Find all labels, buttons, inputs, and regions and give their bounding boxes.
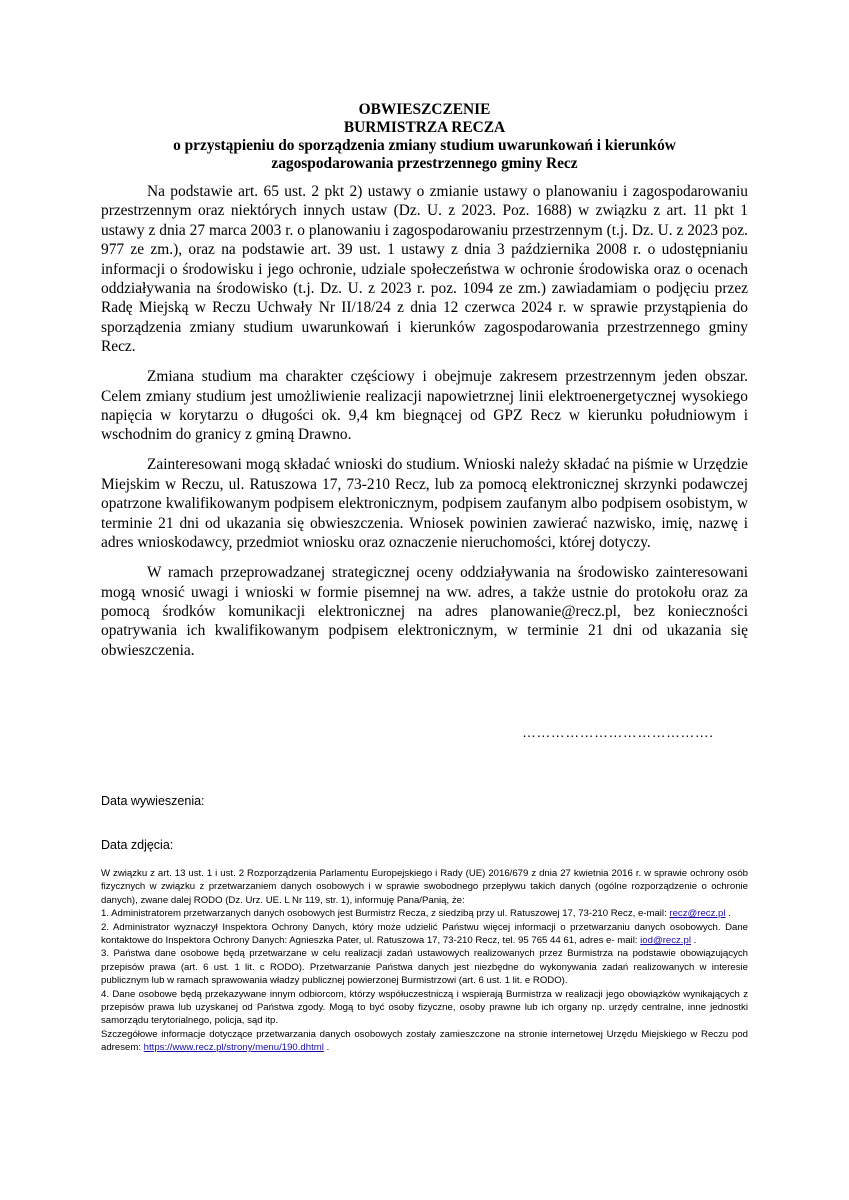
header-subject-line-2: zagospodarowania przestrzennego gminy Recz [271, 155, 578, 172]
gdpr-footer: Szczegółowe informacje dotyczące przetwarzania danych osobowych zostały zamieszczone na stronie internetowej Urzędu Miejskiego w Reczu pod adresem: https://www.recz.pl/strony/menu/190.dhtml . [101, 1028, 748, 1054]
gdpr-item-1: 1. Administratorem przetwarzanych danych osobowych jest Burmistrz Recza, z siedzibą przy ul. Ratuszowej 17, 73-210 Recz, e-mail: recz@recz.pl . [101, 908, 731, 920]
gdpr-intro: W związku z art. 13 ust. 1 i ust. 2 Rozporządzenia Parlamentu Europejskiego i Rady (UE) 2016/679 z dnia 27 kwietnia 2016 r. w sprawie ochrony osób fizycznych w związku z przetwarzaniem danych osobowych i w sprawie swobodnego przepływu takich danych (ogólne rozporządzenie o ochronie danych), zwane dalej RODO (Dz. Urz. UE. L Nr 119, str. 1), informuję Pana/Panią, że: [101, 868, 748, 906]
signature-line: …………………………………. [522, 724, 714, 740]
announcement-header [100, 101, 749, 173]
gdpr-footer-text: Szczegółowe informacje dotyczące przetwarzania danych osobowych zostały zamieszczone na stronie internetowej Urzędu Miejskiego w Reczu pod adresem: [101, 1028, 748, 1054]
gdpr-item-3: 3. Państwa dane osobowe będą przetwarzane w celu realizacji zadań ustawowych realizowanych przez Burmistrza na podstawie obowiązujących przepisów prawa (art. 6 ust. 1 lit. c RODO). Przetwarzanie Państwa danych jest niezbędne do wykonywania zadań realizowanych w interesie publicznym lub w ramach sprawowania władzy publicznej powierzonej Burmistrzowi (art. 6 ust. 1 lit. e RODO). [101, 948, 748, 987]
header-title: OBWIESZCZENIE [358, 101, 491, 118]
administrator-email-link[interactable]: recz@recz.pl [669, 908, 726, 920]
paragraph-scope: Zmiana studium ma charakter częściowy i obejmuje zakresem przestrzennym jeden obszar. Celem zmiany studium jest umożliwienie realizacji napowietrznej linii elektroenergetycznej wysokiego napięcia w korytarzu o długości ok. 9,4 km biegnącej od GPZ Recz w kierunku południowym i wschodnim do granicy z gminą Drawno. [101, 368, 748, 444]
header-issuer: BURMISTRZA RECZA [343, 119, 506, 136]
gdpr-item-2: 2. Administrator wyznaczył Inspektora Ochrony Danych, który może udzielić Państwu więcej informacji o przetwarzaniu danych osobowych. Dane kontaktowe do Inspektora Ochrony Danych: Agnieszka Pater, ul. Ratuszowa 17, 73-210 Recz, tel. 95 765 44 61, adres e- mail: iod@recz.pl . [101, 921, 748, 947]
privacy-policy-link[interactable]: https://www.recz.pl/strony/menu/190.dhtml [143, 1042, 324, 1054]
iod-email-link[interactable]: iod@recz.pl [640, 935, 691, 947]
gdpr-item-1-text: 1. Administratorem przetwarzanych danych osobowych jest Burmistrz Recza, z siedzibą przy ul. Ratuszowej 17, 73-210 Recz, e-mail: [101, 908, 667, 920]
gdpr-item-4: 4. Dane osobowe będą przekazywane innym odbiorcom, którzy współuczestniczą i wspierają Burmistrza w realizacji jego obowiązków wynikających z przepisów prawa lub uzyskanej od Państwa zgody. Mogą to być osoby fizyczne, osoby prawne lub ich organy np. urzędy centralne, inne jednostki samorządu terytorialnego, policja, sąd itp. [101, 988, 748, 1027]
gdpr-item-2-text: 2. Administrator wyznaczył Inspektora Ochrony Danych, który może udzielić Państwu więcej informacji o przetwarzaniu danych osobowych. Dane kontaktowe do Inspektora Ochrony Danych: Agnieszka Pater, ul. Ratuszowa 17, 73-210 Recz, tel. 95 765 44 61, adres e- mail: [101, 921, 748, 947]
paragraph-legal-basis: Na podstawie art. 65 ust. 2 pkt 2) ustawy o zmianie ustawy o planowaniu i zagospodarowaniu przestrzennym oraz niektórych innych ustaw (Dz. U. z 2023. Poz. 1688) w związku z art. 11 pkt 1 ustawy z dnia 27 marca 2003 r. o planowaniu i zagospodarowaniu przestrzennym (t.j. Dz. U. z 2023 poz. 977 ze zm.), oraz na podstawie art. 39 ust. 1 ustawy z dnia 3 października 2008 r. o udostępnianiu informacji o środowisku i jego ochronie, udziale społeczeństwa w ochronie środowiska oraz o ocenach oddziaływania na środowisko (t.j. Dz. U. z 2023 r. poz. 1094 ze zm.) zawiadamiam o podjęciu przez Radę Miejską w Reczu Uchwały Nr II/18/24 z dnia 12 czerwca 2024 r. w sprawie przystąpienia do sporządzenia zmiany studium uwarunkowań i kierunków zagospodarowania przestrzennego gminy Recz. [101, 183, 748, 356]
date-removed-label: Data zdjęcia: [101, 838, 174, 852]
date-posted-label: Data wywieszenia: [101, 794, 205, 808]
gdpr-notice [101, 867, 748, 1055]
paragraph-environmental-assessment: W ramach przeprowadzanej strategicznej oceny oddziaływania na środowisko zainteresowani mogą wnosić uwagi i wnioski w formie pisemnej na ww. adres, a także ustnie do protokołu oraz za pomocą środków komunikacji elektronicznej na adres planowanie@recz.pl, bez konieczności opatrywania ich kwalifikowanym podpisem elektronicznym, w terminie 21 dni od ukazania się obwieszczenia. [101, 564, 748, 659]
header-subject-line-1: o przystąpieniu do sporządzenia zmiany studium uwarunkowań i kierunków [173, 137, 676, 154]
paragraph-applications: Zainteresowani mogą składać wnioski do studium. Wnioski należy składać na piśmie w Urzędzie Miejskim w Reczu, ul. Ratuszowa 17, 73-210 Recz, lub za pomocą elektronicznej skrzynki podawczej opatrzone kwalifikowanym podpisem elektronicznym, podpisem zaufanym albo podpisem osobistym, w terminie 21 dni od ukazania się obwieszczenia. Wniosek powinien zawierać nazwisko, imię, nazwę i adres wnioskodawcy, przedmiot wniosku oraz oznaczenie nieruchomości, której dotyczy. [101, 456, 748, 552]
announcement-body [101, 182, 748, 671]
